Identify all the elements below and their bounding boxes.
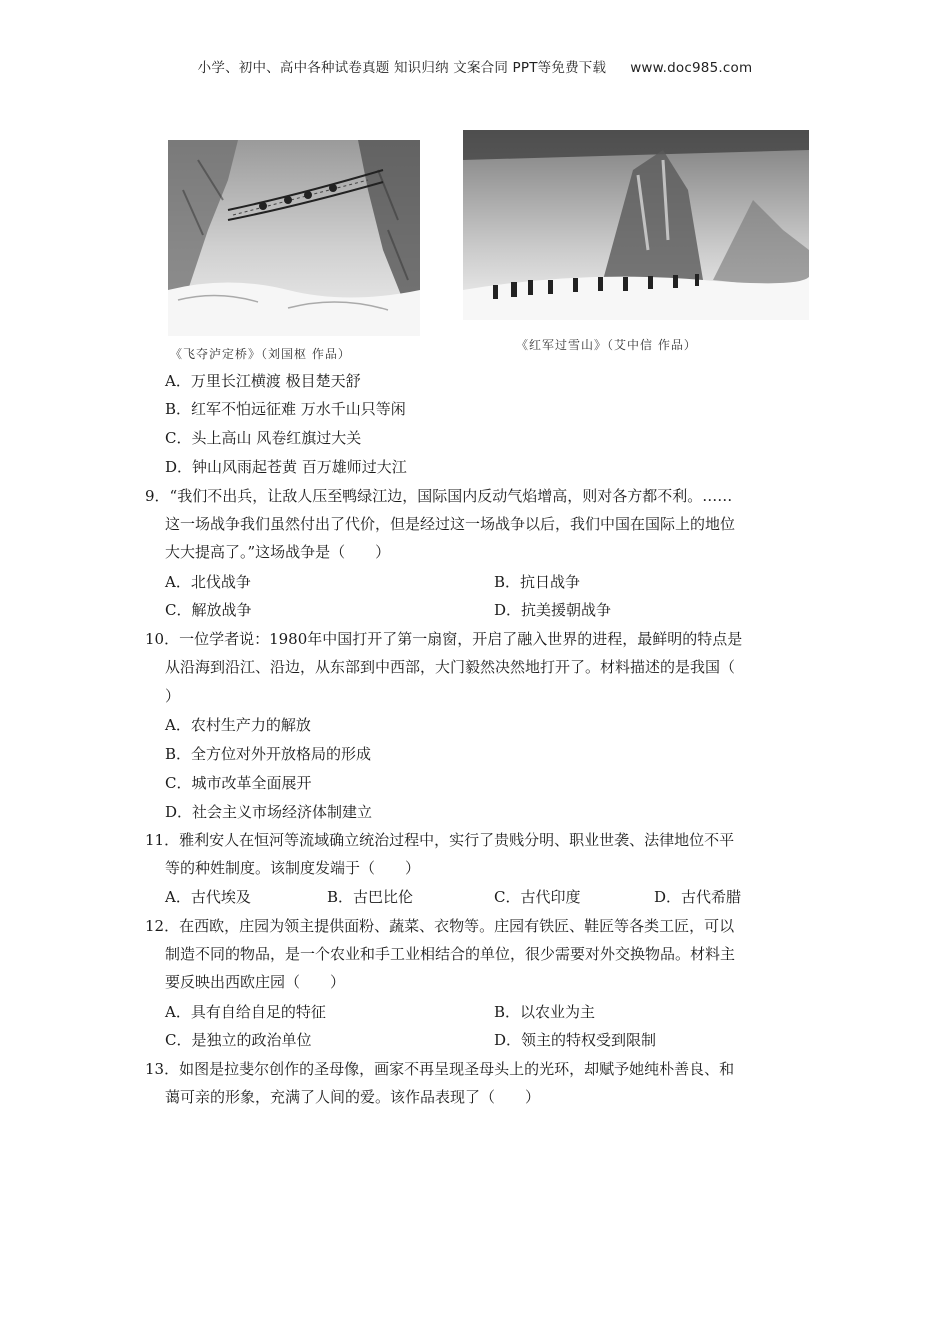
caption-snow-mountain: 《红军过雪山》（艾中信 作品） (516, 338, 697, 352)
q12-stem-line: 12．在西欧，庄园为领主提供面粉、蔬菜、衣物等。庄园有铁匠、鞋匠等各类工匠，可以 (145, 917, 735, 935)
q11-option-b: B．古巴比伦 (327, 888, 414, 906)
q9-stem-line: 这一场战争我们虽然付出了代价，但是经过这一场战争以后，我们中国在国际上的地位 (165, 515, 736, 533)
q10-option-c: C．城市改革全面展开 (165, 774, 312, 792)
q9-option-a: A．北伐战争 (165, 573, 251, 591)
q8-option-d: D．钟山风雨起苍黄 百万雄师过大江 (165, 458, 407, 476)
photo-luding-bridge (168, 140, 420, 336)
q13-stem-line: 13．如图是拉斐尔创作的圣母像，画家不再呈现圣母头上的光环，却赋予她纯朴善良、和 (145, 1060, 735, 1078)
q10-option-b: B．全方位对外开放格局的形成 (165, 745, 372, 763)
q12-option-b: B．以农业为主 (494, 1003, 596, 1021)
q10-option-d: D．社会主义市场经济体制建立 (165, 803, 373, 821)
header-text: 小学、初中、高中各种试卷真题 知识归纳 文案合同 PPT等免费下载 (197, 60, 607, 76)
page-header (0, 56, 950, 76)
q10-option-a: A．农村生产力的解放 (165, 716, 311, 734)
q13-stem-line: 蔼可亲的形象，充满了人间的爱。该作品表现了（ ） (165, 1088, 541, 1106)
q12-stem-line: 要反映出西欧庄园（ ） (165, 973, 346, 991)
q10-stem-line: ） (165, 687, 181, 705)
q9-option-b: B．抗日战争 (494, 573, 581, 591)
q8-option-a: A．万里长江横渡 极目楚天舒 (165, 372, 361, 390)
header-url[interactable]: www.doc985.com (630, 60, 753, 76)
q11-option-c: C．古代印度 (494, 888, 581, 906)
q8-option-b: B．红军不怕远征难 万水千山只等闲 (165, 400, 406, 418)
q9-stem-line: 9．“我们不出兵，让敌人压至鸭绿江边，国际国内反动气焰增高，则对各方都不利。…… (145, 487, 733, 505)
q12-stem-line: 制造不同的物品，是一个农业和手工业相结合的单位，很少需要对外交换物品。材料主 (165, 945, 736, 963)
caption-luding-bridge: 《飞夺泸定桥》（刘国枢 作品） (170, 347, 351, 361)
q11-stem-line: 11．雅利安人在恒河等流域确立统治过程中，实行了贵贱分明、职业世袭、法律地位不平 (145, 831, 735, 849)
q12-option-c: C．是独立的政治单位 (165, 1031, 312, 1049)
q9-option-d: D．抗美援朝战争 (494, 601, 612, 619)
q10-stem-line: 10．一位学者说：1980年中国打开了第一扇窗，开启了融入世界的进程，最鲜明的特点是 (145, 630, 743, 648)
q8-option-c: C．头上高山 风卷红旗过大关 (165, 429, 362, 447)
q12-option-a: A．具有自给自足的特征 (165, 1003, 326, 1021)
q11-option-a: A．古代埃及 (165, 888, 251, 906)
q12-option-d: D．领主的特权受到限制 (494, 1031, 657, 1049)
q9-option-c: C．解放战争 (165, 601, 252, 619)
q9-stem-line: 大大提高了。”这场战争是（ ） (165, 543, 391, 561)
q10-stem-line: 从沿海到沿江、沿边，从东部到中西部，大门毅然决然地打开了。材料描述的是我国（ (165, 658, 736, 676)
photo-snow-mountain (463, 130, 809, 320)
q11-option-d: D．古代希腊 (654, 888, 742, 906)
q11-stem-line: 等的种姓制度。该制度发端于（ ） (165, 859, 421, 877)
